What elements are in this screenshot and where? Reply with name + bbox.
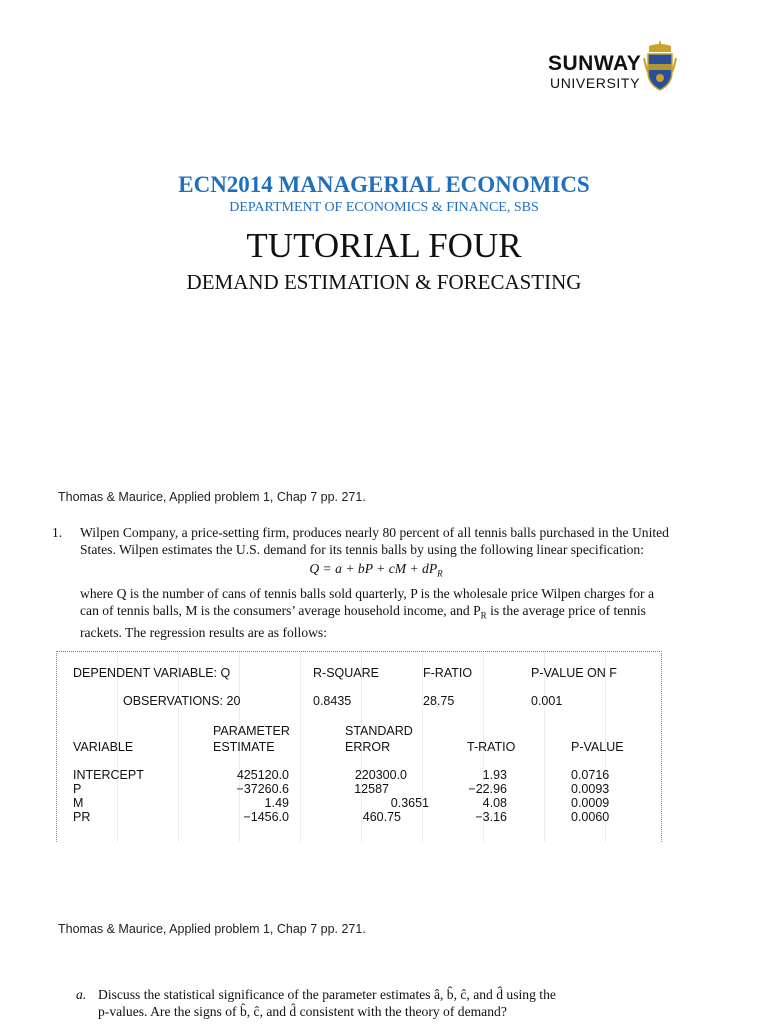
header-variable: VARIABLE <box>73 740 134 754</box>
header-error: ERROR <box>345 740 391 754</box>
formula-subscript: R <box>437 568 443 579</box>
problem-intro: Wilpen Company, a price-setting firm, produces nearly 80 percent of all tennis balls purchased in the United States. Wilpen estimates the U.S. demand for its tennis balls by using the following linear specification: <box>80 525 669 557</box>
header-t-ratio: T-RATIO <box>467 740 516 754</box>
demand-formula <box>80 560 672 583</box>
problem-definitions <box>80 585 672 642</box>
row-t-ratio: 4.08 <box>482 796 507 810</box>
problem-1 <box>52 524 672 641</box>
row-estimate: 1.49 <box>264 796 289 810</box>
question-a-label: a. <box>76 987 87 1002</box>
f-ratio-label: F-RATIO <box>423 666 473 680</box>
course-title: ECN2014 MANAGERIAL ECONOMICS <box>178 172 590 197</box>
observations-label: OBSERVATIONS: 20 <box>123 694 241 708</box>
r-square-value: 0.8435 <box>313 694 352 708</box>
row-p-value: 0.0060 <box>571 810 610 824</box>
regression-table <box>56 651 662 842</box>
header-parameter: PARAMETER <box>213 724 290 738</box>
question-a <box>76 986 678 1020</box>
definitions-subscript: R <box>480 610 487 621</box>
source-note-bottom: Thomas & Maurice, Applied problem 1, Chap 7 pp. 271. <box>58 922 366 936</box>
row-variable: P <box>73 782 82 796</box>
crest-icon <box>643 38 677 94</box>
row-estimate: −1456.0 <box>243 810 289 824</box>
tutorial-title: TUTORIAL FOUR <box>246 226 522 265</box>
tutorial-subtitle: DEMAND ESTIMATION & FORECASTING <box>186 270 582 294</box>
definitions-text-end: is the average price of tennis rackets. The regression results are as follows: <box>80 602 646 641</box>
logo-word-sunway: SUNWAY <box>548 52 642 75</box>
row-t-ratio: 1.93 <box>482 768 507 782</box>
row-variable: PR <box>73 810 91 824</box>
header-standard: STANDARD <box>345 724 413 738</box>
p-value-on-f-value: 0.001 <box>531 694 563 708</box>
row-p-value: 0.0009 <box>571 796 610 810</box>
row-p-value: 0.0093 <box>571 782 610 796</box>
dependent-variable-label: DEPENDENT VARIABLE: Q <box>73 666 231 680</box>
source-note-top: Thomas & Maurice, Applied problem 1, Chap 7 pp. 271. <box>58 490 366 504</box>
row-p-value: 0.0716 <box>571 768 610 782</box>
row-t-ratio: −3.16 <box>475 810 507 824</box>
row-variable: INTERCEPT <box>73 768 144 782</box>
header-estimate: ESTIMATE <box>213 740 275 754</box>
row-t-ratio: −22.96 <box>468 782 507 796</box>
row-std-error: 460.75 <box>362 810 401 824</box>
logo-word-university: UNIVERSITY <box>550 75 641 91</box>
problem-number: 1. <box>52 525 63 540</box>
department-name: DEPARTMENT OF ECONOMICS & FINANCE, SBS <box>229 200 539 215</box>
row-estimate: −37260.6 <box>236 782 289 796</box>
row-std-error: 0.3651 <box>390 796 429 810</box>
p-value-on-f-label: P-VALUE ON F <box>531 666 617 680</box>
row-variable: M <box>73 796 84 810</box>
header-p-value: P-VALUE <box>571 740 624 754</box>
definitions-text: where Q is the number of cans of tennis balls sold quarterly, P is the wholesale price Wilpen charges for a can of tennis balls, M is the consumers’ average household income, and P <box>80 585 655 618</box>
question-a-line1: Discuss the statistical significance of the parameter estimates â, b̂, ĉ, and d̂ using the <box>98 987 556 1002</box>
formula-text: Q = a + bP + cM + dP <box>309 561 438 576</box>
sunway-logo <box>548 38 678 94</box>
f-ratio-value: 28.75 <box>423 694 455 708</box>
row-std-error: 220300.0 <box>354 768 407 782</box>
row-estimate: 425120.0 <box>236 768 289 782</box>
r-square-label: R-SQUARE <box>313 666 379 680</box>
row-std-error: 12587 <box>354 782 389 796</box>
question-a-line2: p-values. Are the signs of b̂, ĉ, and d̂ consistent with the theory of demand? <box>98 1004 507 1019</box>
